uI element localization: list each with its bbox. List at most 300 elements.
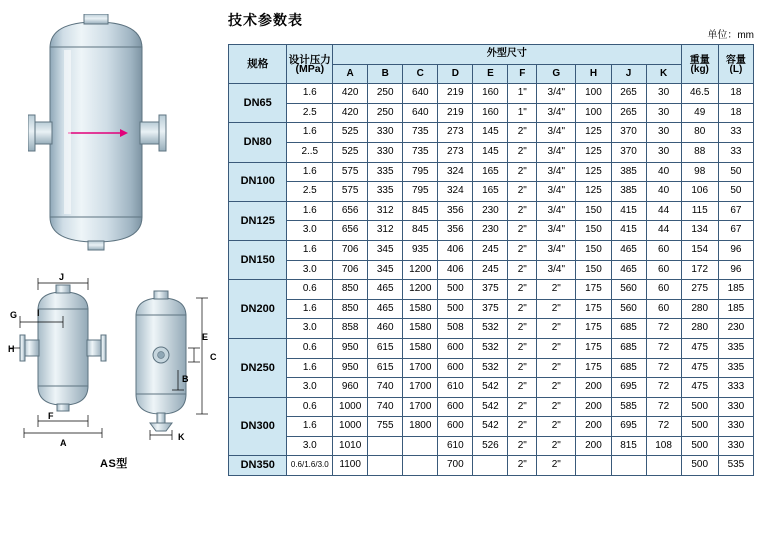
cell-dim-e: 375 [473, 299, 508, 319]
cell-dim-c: 1200 [403, 260, 438, 280]
cell-spec: DN150 [229, 240, 287, 279]
cell-dim-g: 3/4" [537, 240, 576, 260]
cell-dim-f: 2" [508, 299, 537, 319]
cell-volume: 335 [718, 338, 753, 358]
cell-dim-h: 125 [576, 162, 611, 182]
cell-dim-g: 2" [537, 319, 576, 339]
cell-weight: 98 [681, 162, 718, 182]
cell-dim-a: 656 [333, 221, 368, 241]
cell-dim-e: 230 [473, 221, 508, 241]
cell-weight: 475 [681, 338, 718, 358]
cell-weight: 500 [681, 417, 718, 437]
cell-dim-e: 542 [473, 417, 508, 437]
cell-dim-d: 700 [438, 456, 473, 476]
table-header-row-1 [229, 45, 754, 65]
cell-dim-h: 200 [576, 378, 611, 398]
cell-dim-d: 500 [438, 280, 473, 300]
cell-dim-j: 265 [611, 103, 646, 123]
cell-spec: DN250 [229, 338, 287, 397]
cell-dim-d: 406 [438, 240, 473, 260]
header-dim-e: E [473, 64, 508, 84]
cell-dim-h: 175 [576, 358, 611, 378]
cell-dim-d: 600 [438, 397, 473, 417]
cell-dim-j: 415 [611, 201, 646, 221]
header-weight [681, 45, 718, 84]
cell-dim-d: 273 [438, 123, 473, 143]
cell-dim-e: 375 [473, 280, 508, 300]
cell-dim-d: 600 [438, 338, 473, 358]
cell-dim-h: 200 [576, 417, 611, 437]
cell-dim-e: 542 [473, 397, 508, 417]
cell-weight: 475 [681, 378, 718, 398]
cell-dim-c: 1580 [403, 338, 438, 358]
cell-dim-b: 615 [368, 358, 403, 378]
cell-dim-h: 100 [576, 103, 611, 123]
header-pressure-line1: 设计压力 [288, 53, 331, 66]
cell-dim-k: 72 [646, 378, 681, 398]
spec-table [228, 44, 754, 476]
table-row [229, 84, 754, 104]
cell-dim-j: 385 [611, 182, 646, 202]
cell-dim-g: 2" [537, 299, 576, 319]
cell-dim-h: 125 [576, 123, 611, 143]
cell-dim-e: 165 [473, 182, 508, 202]
cell-dim-f: 2" [508, 397, 537, 417]
cell-dim-k: 30 [646, 142, 681, 162]
cell-pressure: 1.6 [287, 240, 333, 260]
cell-dim-d: 406 [438, 260, 473, 280]
cell-dim-e: 532 [473, 319, 508, 339]
cell-dim-a: 950 [333, 358, 368, 378]
cell-dim-j: 370 [611, 142, 646, 162]
cell-dim-a: 525 [333, 142, 368, 162]
cell-dim-a: 850 [333, 280, 368, 300]
cell-dim-c: 1700 [403, 378, 438, 398]
cell-dim-c: 1200 [403, 280, 438, 300]
cell-dim-b: 615 [368, 338, 403, 358]
cell-dim-b: 740 [368, 378, 403, 398]
cell-dim-k: 72 [646, 358, 681, 378]
cell-dim-f: 2" [508, 378, 537, 398]
cell-dim-j: 685 [611, 319, 646, 339]
cell-spec: DN65 [229, 84, 287, 123]
cell-dim-d: 610 [438, 378, 473, 398]
cell-dim-c: 845 [403, 221, 438, 241]
cell-volume: 18 [718, 103, 753, 123]
cell-dim-d: 500 [438, 299, 473, 319]
cell-dim-b: 755 [368, 417, 403, 437]
cell-dim-e [473, 456, 508, 476]
cell-weight: 172 [681, 260, 718, 280]
svg-text:G: G [10, 310, 18, 320]
cell-volume: 335 [718, 358, 753, 378]
cell-dim-k: 108 [646, 436, 681, 456]
cell-dim-h: 150 [576, 260, 611, 280]
cell-pressure: 3.0 [287, 319, 333, 339]
cell-pressure: 3.0 [287, 436, 333, 456]
header-dim-d: D [438, 64, 473, 84]
table-row [229, 162, 754, 182]
cell-dim-k: 60 [646, 240, 681, 260]
cell-dim-a: 706 [333, 240, 368, 260]
illustration-panel [0, 0, 228, 539]
cell-dim-a: 1000 [333, 397, 368, 417]
cell-dim-b: 345 [368, 260, 403, 280]
cell-dim-j: 560 [611, 280, 646, 300]
cell-dim-j: 685 [611, 338, 646, 358]
cell-dim-e: 532 [473, 358, 508, 378]
cell-pressure: 2.5 [287, 103, 333, 123]
cell-pressure: 0.6 [287, 280, 333, 300]
cell-dim-h: 175 [576, 338, 611, 358]
cell-dim-b: 335 [368, 162, 403, 182]
svg-text:H: H [8, 344, 15, 354]
table-row [229, 182, 754, 202]
cell-spec: DN200 [229, 280, 287, 339]
cell-dim-g: 3/4" [537, 201, 576, 221]
cell-dim-b: 312 [368, 201, 403, 221]
header-volume-line1: 容量 [725, 54, 746, 66]
cell-dim-f: 1" [508, 84, 537, 104]
cell-dim-a: 1000 [333, 417, 368, 437]
cell-dim-a: 950 [333, 338, 368, 358]
cell-dim-c: 1580 [403, 319, 438, 339]
cell-spec: DN100 [229, 162, 287, 201]
table-row [229, 319, 754, 339]
cell-dim-e: 145 [473, 123, 508, 143]
cell-dim-f: 2" [508, 123, 537, 143]
cell-dim-d: 600 [438, 358, 473, 378]
cell-dim-k: 72 [646, 397, 681, 417]
cell-dim-j: 265 [611, 84, 646, 104]
cell-dim-c: 735 [403, 123, 438, 143]
cell-dim-a: 575 [333, 182, 368, 202]
cell-spec: DN300 [229, 397, 287, 456]
cell-dim-c: 1700 [403, 358, 438, 378]
cell-dim-e: 526 [473, 436, 508, 456]
cell-volume: 330 [718, 436, 753, 456]
cell-dim-k: 30 [646, 84, 681, 104]
cell-dim-a: 850 [333, 299, 368, 319]
cell-dim-g: 2" [537, 397, 576, 417]
cell-dim-f: 2" [508, 182, 537, 202]
cell-dim-f: 1" [508, 103, 537, 123]
cell-dim-f: 2" [508, 436, 537, 456]
table-title: 技术参数表 [228, 12, 303, 28]
cell-dim-a: 420 [333, 103, 368, 123]
cell-dim-g: 3/4" [537, 103, 576, 123]
cell-dim-b: 465 [368, 280, 403, 300]
svg-text:F: F [48, 411, 54, 421]
cell-dim-f: 2" [508, 319, 537, 339]
cell-dim-c: 795 [403, 162, 438, 182]
table-row [229, 378, 754, 398]
cell-dim-g: 3/4" [537, 123, 576, 143]
cell-dim-g: 3/4" [537, 142, 576, 162]
table-row [229, 436, 754, 456]
cell-dim-k: 72 [646, 338, 681, 358]
cell-dim-g: 2" [537, 417, 576, 437]
cell-dim-a: 858 [333, 319, 368, 339]
cell-dim-j: 815 [611, 436, 646, 456]
cell-volume: 50 [718, 162, 753, 182]
cell-dim-h [576, 456, 611, 476]
svg-text:I: I [37, 308, 40, 318]
table-row [229, 299, 754, 319]
cell-dim-e: 165 [473, 162, 508, 182]
cell-dim-c: 735 [403, 142, 438, 162]
cell-dim-j [611, 456, 646, 476]
table-row [229, 201, 754, 221]
cell-dim-k: 40 [646, 162, 681, 182]
cell-dim-h: 200 [576, 397, 611, 417]
table-row [229, 338, 754, 358]
cell-pressure: 2..5 [287, 142, 333, 162]
header-spec: 规格 [229, 45, 287, 84]
cell-weight: 280 [681, 319, 718, 339]
table-row [229, 417, 754, 437]
header-dim-j: J [611, 64, 646, 84]
cell-dim-a: 1010 [333, 436, 368, 456]
header-pressure [287, 45, 333, 84]
cell-dim-f: 2" [508, 456, 537, 476]
cell-dim-k: 60 [646, 260, 681, 280]
separator-main-drawing [28, 14, 206, 254]
cell-pressure: 1.6 [287, 201, 333, 221]
cell-dim-f: 2" [508, 162, 537, 182]
cell-dim-j: 415 [611, 221, 646, 241]
cell-weight: 500 [681, 456, 718, 476]
header-weight-line1: 重量 [689, 54, 710, 66]
cell-weight: 106 [681, 182, 718, 202]
cell-dim-a: 656 [333, 201, 368, 221]
cell-pressure: 1.6 [287, 162, 333, 182]
cell-dim-d: 324 [438, 182, 473, 202]
cell-dim-b: 465 [368, 299, 403, 319]
cell-pressure: 0.6 [287, 397, 333, 417]
cell-pressure: 2.5 [287, 182, 333, 202]
cell-weight: 49 [681, 103, 718, 123]
header-volume-line2: (L) [729, 63, 743, 75]
cell-dim-e: 145 [473, 142, 508, 162]
cell-dim-h: 175 [576, 319, 611, 339]
cell-pressure: 1.6 [287, 358, 333, 378]
cell-volume: 18 [718, 84, 753, 104]
cell-dim-a: 420 [333, 84, 368, 104]
cell-weight: 154 [681, 240, 718, 260]
cell-dim-h: 125 [576, 142, 611, 162]
cell-dim-h: 200 [576, 436, 611, 456]
cell-dim-e: 160 [473, 84, 508, 104]
cell-dim-g: 3/4" [537, 182, 576, 202]
cell-dim-a: 706 [333, 260, 368, 280]
cell-volume: 330 [718, 417, 753, 437]
table-body [229, 84, 754, 476]
cell-dim-a: 1100 [333, 456, 368, 476]
cell-dim-b: 335 [368, 182, 403, 202]
cell-dim-h: 100 [576, 84, 611, 104]
table-row [229, 358, 754, 378]
table-row [229, 260, 754, 280]
cell-dim-e: 245 [473, 240, 508, 260]
cell-dim-f: 2" [508, 240, 537, 260]
cell-dim-e: 245 [473, 260, 508, 280]
cell-dim-f: 2" [508, 280, 537, 300]
cell-spec: DN80 [229, 123, 287, 162]
cell-dim-d: 219 [438, 103, 473, 123]
cell-volume: 185 [718, 299, 753, 319]
cell-pressure: 1.6 [287, 84, 333, 104]
cell-volume: 67 [718, 221, 753, 241]
cell-pressure: 3.0 [287, 221, 333, 241]
cell-dim-b: 740 [368, 397, 403, 417]
table-row [229, 397, 754, 417]
cell-dim-d: 356 [438, 201, 473, 221]
table-row [229, 280, 754, 300]
cell-dim-g: 3/4" [537, 260, 576, 280]
cell-pressure: 1.6 [287, 299, 333, 319]
cell-dim-c: 640 [403, 84, 438, 104]
header-pressure-line2: (MPa) [295, 62, 325, 75]
unit-note: 单位：mm [707, 30, 754, 41]
cell-weight: 80 [681, 123, 718, 143]
dimension-drawing-side [126, 290, 222, 450]
header-dim-a: A [333, 64, 368, 84]
svg-text:C: C [210, 352, 217, 362]
cell-dim-f: 2" [508, 260, 537, 280]
cell-dim-c: 1700 [403, 397, 438, 417]
cell-dim-e: 160 [473, 103, 508, 123]
cell-volume: 330 [718, 397, 753, 417]
cell-dim-e: 532 [473, 338, 508, 358]
cell-dim-k: 72 [646, 417, 681, 437]
cell-dim-b: 330 [368, 142, 403, 162]
cell-dim-j: 370 [611, 123, 646, 143]
table-row [229, 240, 754, 260]
cell-weight: 134 [681, 221, 718, 241]
cell-dim-h: 150 [576, 240, 611, 260]
cell-dim-h: 125 [576, 182, 611, 202]
cell-dim-b: 312 [368, 221, 403, 241]
cell-dim-k: 40 [646, 182, 681, 202]
cell-dim-a: 960 [333, 378, 368, 398]
cell-dim-g: 2" [537, 378, 576, 398]
cell-volume: 185 [718, 280, 753, 300]
cell-dim-d: 600 [438, 417, 473, 437]
cell-dim-c: 1580 [403, 299, 438, 319]
svg-text:A: A [60, 438, 67, 447]
cell-pressure: 1.6 [287, 123, 333, 143]
drawing-type-label: AS型 [100, 458, 128, 470]
header-dim-k: K [646, 64, 681, 84]
cell-volume: 50 [718, 182, 753, 202]
cell-dim-k: 44 [646, 201, 681, 221]
cell-dim-g: 3/4" [537, 162, 576, 182]
dimension-drawing-front [8, 272, 120, 447]
header-volume [718, 45, 753, 84]
cell-dim-j: 465 [611, 260, 646, 280]
cell-dim-g: 2" [537, 436, 576, 456]
cell-dim-f: 2" [508, 338, 537, 358]
cell-dim-b: 330 [368, 123, 403, 143]
cell-weight: 500 [681, 397, 718, 417]
cell-dim-j: 695 [611, 417, 646, 437]
cell-dim-c: 935 [403, 240, 438, 260]
cell-dim-d: 508 [438, 319, 473, 339]
header-dim-b: B [368, 64, 403, 84]
cell-weight: 115 [681, 201, 718, 221]
svg-text:B: B [182, 374, 189, 384]
cell-dim-b: 345 [368, 240, 403, 260]
cell-dim-k: 72 [646, 319, 681, 339]
cell-volume: 333 [718, 378, 753, 398]
header-dim-g: G [537, 64, 576, 84]
table-row [229, 123, 754, 143]
cell-dim-b: 250 [368, 84, 403, 104]
cell-dim-f: 2" [508, 221, 537, 241]
cell-dim-k [646, 456, 681, 476]
cell-dim-k: 60 [646, 280, 681, 300]
header-weight-line2: (kg) [690, 63, 709, 75]
cell-volume: 33 [718, 123, 753, 143]
cell-dim-j: 585 [611, 397, 646, 417]
cell-dim-e: 542 [473, 378, 508, 398]
cell-dim-c: 1800 [403, 417, 438, 437]
header-dims-group: 外型尺寸 [333, 45, 682, 65]
cell-dim-a: 525 [333, 123, 368, 143]
table-row [229, 142, 754, 162]
cell-dim-k: 44 [646, 221, 681, 241]
table-row [229, 103, 754, 123]
cell-dim-g: 2" [537, 280, 576, 300]
cell-dim-b: 460 [368, 319, 403, 339]
cell-dim-g: 3/4" [537, 221, 576, 241]
table-row [229, 456, 754, 476]
cell-dim-f: 2" [508, 142, 537, 162]
header-dim-f: F [508, 64, 537, 84]
cell-dim-c [403, 456, 438, 476]
cell-dim-k: 30 [646, 103, 681, 123]
cell-volume: 535 [718, 456, 753, 476]
cell-dim-b: 250 [368, 103, 403, 123]
cell-dim-d: 324 [438, 162, 473, 182]
cell-volume: 96 [718, 240, 753, 260]
table-row [229, 221, 754, 241]
cell-pressure: 0.6 [287, 338, 333, 358]
cell-pressure: 3.0 [287, 260, 333, 280]
cell-dim-c: 640 [403, 103, 438, 123]
spec-table-panel [228, 0, 760, 539]
cell-dim-f: 2" [508, 358, 537, 378]
cell-pressure: 1.6 [287, 417, 333, 437]
cell-weight: 46.5 [681, 84, 718, 104]
cell-dim-b [368, 456, 403, 476]
cell-dim-g: 2" [537, 338, 576, 358]
cell-dim-b [368, 436, 403, 456]
cell-dim-c: 795 [403, 182, 438, 202]
cell-dim-j: 560 [611, 299, 646, 319]
cell-dim-j: 385 [611, 162, 646, 182]
cell-dim-c: 845 [403, 201, 438, 221]
cell-volume: 33 [718, 142, 753, 162]
cell-dim-e: 230 [473, 201, 508, 221]
cell-dim-f: 2" [508, 201, 537, 221]
header-dim-c: C [403, 64, 438, 84]
cell-weight: 280 [681, 299, 718, 319]
cell-dim-g: 3/4" [537, 84, 576, 104]
cell-dim-k: 30 [646, 123, 681, 143]
cell-dim-j: 695 [611, 378, 646, 398]
